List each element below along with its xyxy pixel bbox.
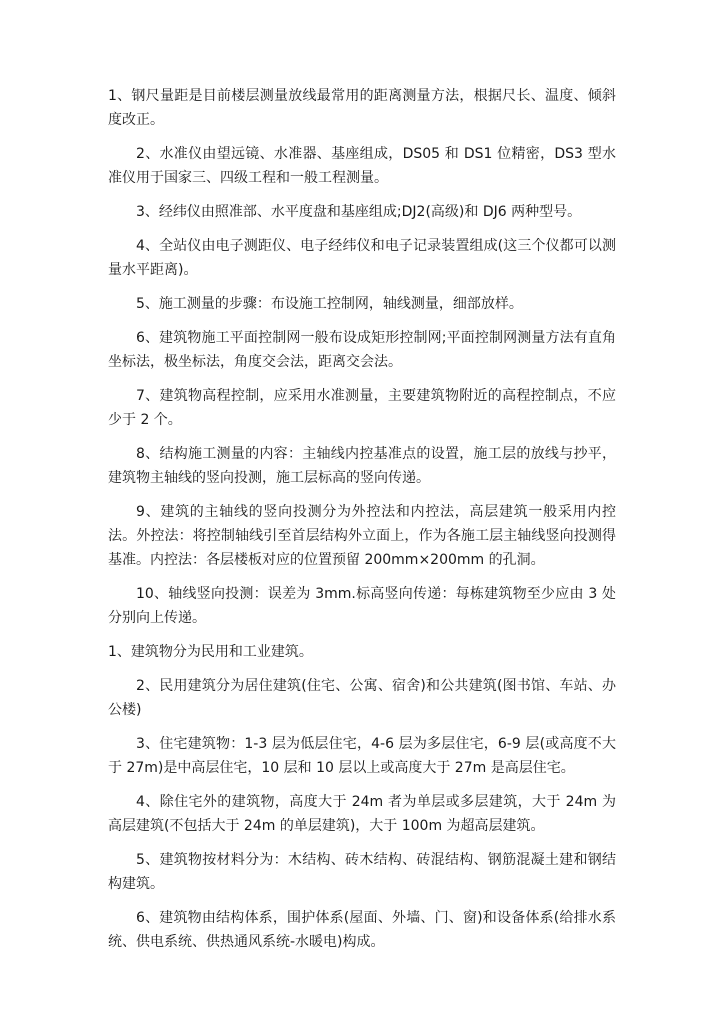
- paragraph-5: 5、施工测量的步骤：布设施工控制网，轴线测量，细部放样。: [136, 296, 523, 312]
- paragraph-9: 9、建筑的主轴线的竖向投测分为外控法和内控法，高层建筑一般采用内控法。外控法：将控制轴线引至首层结构外立面上，作为各施工层主轴线竖向投测得基准。内控法：各层楼板对应的位置预留 200mm×200mm 的孔洞。: [108, 504, 616, 568]
- paragraph-16: 6、建筑物由结构体系，围护体系(屋面、外墙、门、窗)和设备体系(给排水系统、供电系统、供热通风系统-水暖电)构成。: [108, 910, 616, 950]
- paragraph-13: 3、住宅建筑物：1-3 层为低层住宅，4-6 层为多层住宅，6-9 层(或高度不大于 27m)是中高层住宅，10 层和 10 层以上或高度大于 27m 是高层住宅。: [108, 736, 616, 776]
- paragraph-3: 3、经纬仪由照准部、水平度盘和基座组成;DJ2(高级)和 DJ6 两种型号。: [136, 204, 582, 220]
- paragraph-15: 5、建筑物按材料分为：木结构、砖木结构、砖混结构、钢筋混凝土建和钢结构建筑。: [108, 852, 616, 892]
- paragraph-2: 2、水准仪由望远镜、水准器、基座组成，DS05 和 DS1 位精密，DS3 型水准仪用于国家三、四级工程和一般工程测量。: [108, 146, 616, 186]
- paragraph-10: 10、轴线竖向投测：误差为 3mm.标高竖向传递：每栋建筑物至少应由 3 处分别向上传递。: [108, 586, 616, 626]
- paragraph-8: 8、结构施工测量的内容：主轴线内控基准点的设置，施工层的放线与抄平，建筑物主轴线的竖向投测，施工层标高的竖向传递。: [108, 446, 616, 486]
- paragraph-6: 6、建筑物施工平面控制网一般布设成矩形控制网;平面控制网测量方法有直角坐标法，极坐标法，角度交会法，距离交会法。: [108, 330, 616, 370]
- paragraph-1: 1、钢尺量距是目前楼层测量放线最常用的距离测量方法，根据尺长、温度、倾斜度改正。: [108, 88, 616, 128]
- paragraph-7: 7、建筑物高程控制，应采用水准测量，主要建筑物附近的高程控制点，不应少于 2 个。: [108, 388, 616, 428]
- paragraph-11: 1、建筑物分为民用和工业建筑。: [108, 644, 313, 660]
- document-body: [108, 84, 616, 964]
- paragraph-4: 4、全站仪由电子测距仪、电子经纬仪和电子记录装置组成(这三个仪都可以测量水平距离)。: [108, 238, 616, 278]
- paragraph-14: 4、除住宅外的建筑物，高度大于 24m 者为单层或多层建筑，大于 24m 为高层建筑(不包括大于 24m 的单层建筑)，大于 100m 为超高层建筑。: [108, 794, 616, 834]
- paragraph-12: 2、民用建筑分为居住建筑(住宅、公寓、宿舍)和公共建筑(图书馆、车站、办公楼): [108, 678, 616, 718]
